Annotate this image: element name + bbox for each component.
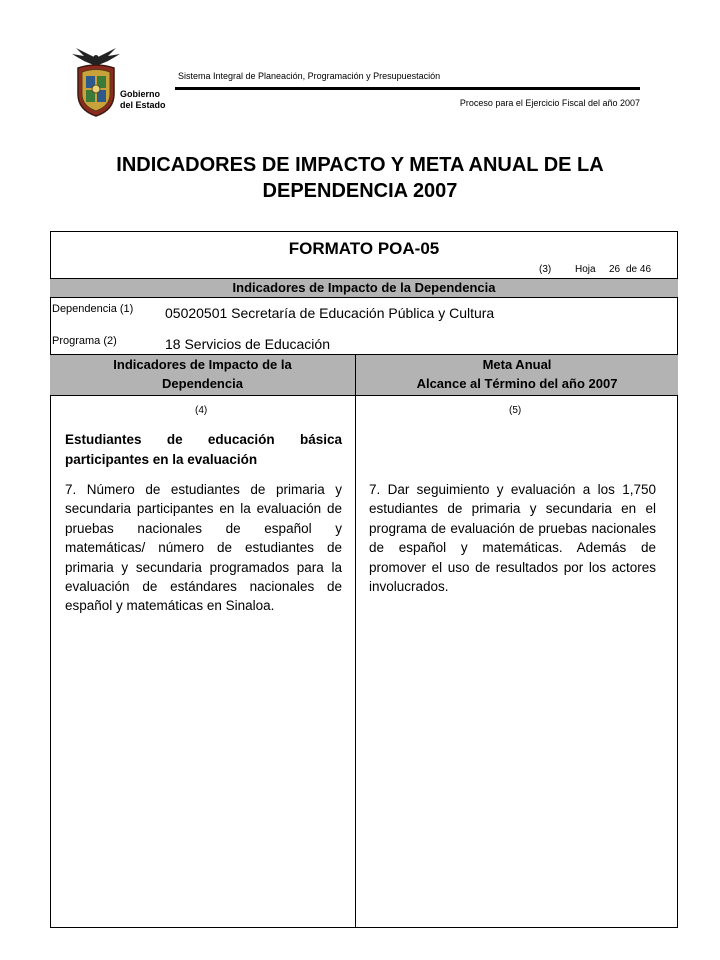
section-title: Indicadores de Impacto de la Dependencia [50,278,678,298]
page-title [60,152,660,204]
programa-label: Programa (2) [52,335,117,347]
dependencia-label: Dependencia (1) [52,303,134,315]
column-divider [355,354,356,928]
col2-header-line1: Meta Anual [482,357,552,372]
col2-header [356,355,678,393]
col2-number: (5) [509,405,522,416]
col1-header [50,355,355,393]
sheet-number: 26 [609,264,621,275]
indicator-title: Estudiantes de educación básica participantes en la evaluación [65,432,342,467]
logo-caption-line1: Gobierno [120,89,160,99]
dependencia-value: 05020501 Secretaría de Educación Pública y Cultura [165,305,495,321]
sheet-total: de 46 [626,264,652,275]
system-name: Sistema Integral de Planeación, Programación y Presupuestación [178,71,441,81]
logo-caption-line2: del Estado [120,100,166,110]
process-label: Proceso para el Ejercicio Fiscal del año 2007 [459,98,640,108]
logo-caption [120,89,166,111]
col1-header-line1: Indicadores de Impacto de la [113,357,292,372]
page-title-line2: DEPENDENCIA 2007 [262,180,458,202]
programa-value: 18 Servicios de Educación [165,336,330,352]
col2-header-line2: Alcance al Término del año 2007 [416,376,618,391]
col1-header-line2: Dependencia [162,376,243,391]
indicator-text: 7. Número de estudiantes de primaria y secundaria participantes en la evaluación de pruebas nacionales de español y matemáticas/ número de estudiantes de primaria y secundaria programados para la evaluación de estándares nacionales de español y matemáticas en Sinaloa. [65,482,342,614]
state-seal-logo [70,44,122,120]
col1-number: (4) [195,405,208,416]
page-title-line1: INDICADORES DE IMPACTO Y META ANUAL DE LA [116,154,604,176]
header-rule [175,87,640,90]
format-name: FORMATO POA-05 [288,239,440,258]
goal-text: 7. Dar seguimiento y evaluación a los 1,750 estudiantes de primaria y secundaria en el programa de evaluación de pruebas nacionales de español y matemáticas. Además de promover el uso de resultados por los actores involucrados. [369,482,656,595]
sheet-ref: (3) [539,264,552,275]
sheet-word: Hoja [575,264,596,275]
